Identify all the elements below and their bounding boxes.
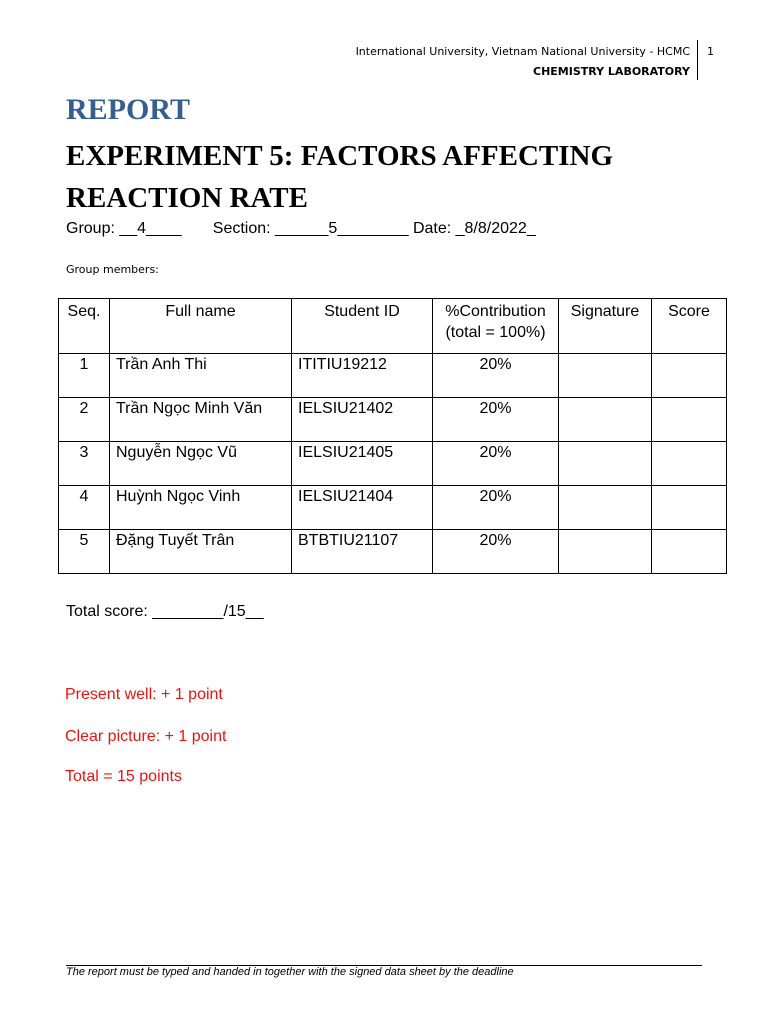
student-id-cell: IELSIU21404 [292,486,433,530]
name-cell: Trần Ngọc Minh Văn [110,398,292,442]
signature-cell [559,354,652,398]
seq-cell: 4 [59,486,110,530]
contribution-cell: 20% [433,442,559,486]
group-members-table [58,298,727,574]
header-student-id: Student ID [292,299,433,354]
footer-note: The report must be typed and handed in together with the signed data sheet by the deadline [66,966,514,978]
table-header-row [59,299,727,354]
name-cell: Huỳnh Ngọc Vinh [110,486,292,530]
lab-name: CHEMISTRY LABORATORY [533,65,690,78]
name-cell: Trần Anh Thi [110,354,292,398]
seq-cell: 1 [59,354,110,398]
name-cell: Đặng Tuyết Trân [110,530,292,574]
seq-cell: 5 [59,530,110,574]
score-cell [652,486,727,530]
experiment-title: EXPERIMENT 5: FACTORS AFFECTING REACTION RATE [66,140,614,214]
report-heading: REPORT [66,93,190,126]
group-section-date-line: Group: __4____ Section: ______5________ Date: _8/8/2022_ [66,220,536,237]
contribution-cell: 20% [433,530,559,574]
clear-picture-note: Clear picture: + 1 point [65,728,227,745]
header-seq: Seq. [59,299,110,354]
signature-cell [559,442,652,486]
seq-cell: 3 [59,442,110,486]
present-well-note: Present well: + 1 point [65,686,223,703]
score-cell [652,530,727,574]
table-row [59,442,727,486]
signature-cell [559,486,652,530]
name-cell: Nguyễn Ngọc Vũ [110,442,292,486]
table-row [59,354,727,398]
total-score-line: Total score: ________/15__ [66,603,264,620]
total-points-note: Total = 15 points [65,768,182,785]
score-cell [652,398,727,442]
contribution-cell: 20% [433,486,559,530]
table-row [59,530,727,574]
contribution-cell: 20% [433,354,559,398]
contribution-cell: 20% [433,398,559,442]
score-cell [652,354,727,398]
header-contribution: %Contribution (total = 100%) [433,299,559,354]
university-name: International University, Vietnam National University - HCMC [355,45,690,58]
signature-cell [559,530,652,574]
table-row [59,398,727,442]
page-number: 1 [697,40,727,80]
seq-cell: 2 [59,398,110,442]
student-id-cell: ITITIU19212 [292,354,433,398]
table-row [59,486,727,530]
student-id-cell: IELSIU21402 [292,398,433,442]
student-id-cell: BTBTIU21107 [292,530,433,574]
page-header [356,42,690,82]
student-id-cell: IELSIU21405 [292,442,433,486]
group-members-label: Group members: [66,263,159,276]
header-signature: Signature [559,299,652,354]
signature-cell [559,398,652,442]
score-cell [652,442,727,486]
header-score: Score [652,299,727,354]
header-full-name: Full name [110,299,292,354]
